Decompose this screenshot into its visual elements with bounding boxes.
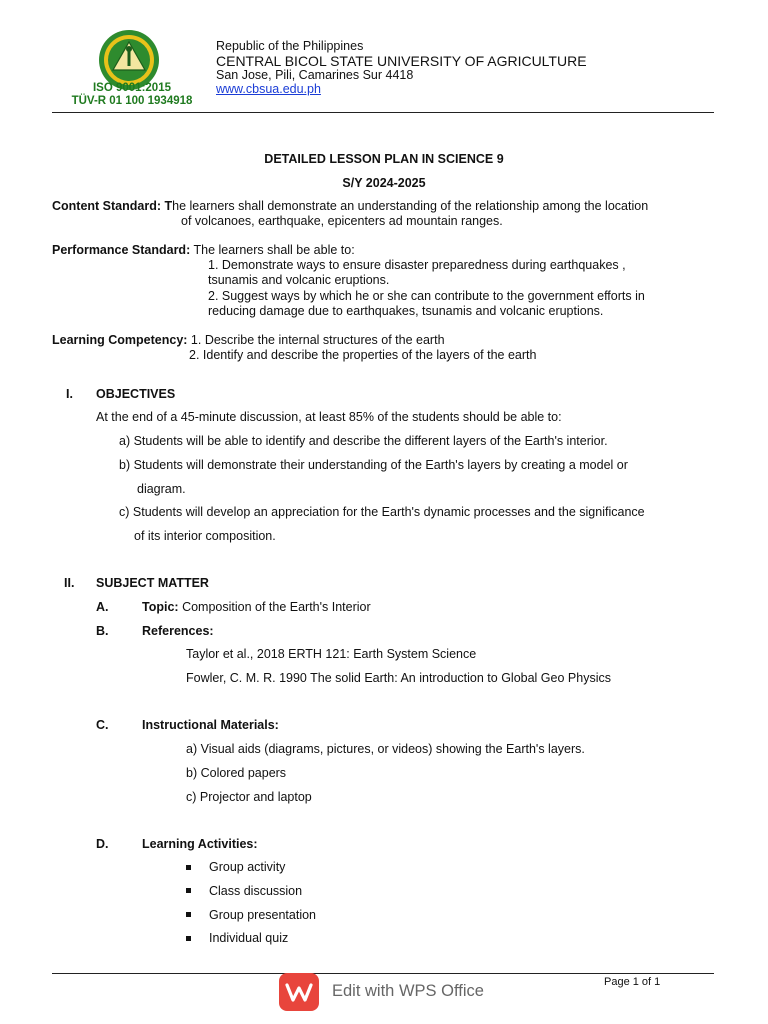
reference-item: Taylor et al., 2018 ERTH 121: Earth System Science [186, 647, 477, 661]
header-divider [52, 112, 714, 113]
objective-item: b) Students will demonstrate their understanding of the Earth's layers by creating a model or [119, 458, 628, 472]
wps-logo-icon [279, 973, 319, 1011]
learning-competency-label: Learning Competency: [52, 333, 188, 347]
objective-item: a) Students will be able to identify and describe the different layers of the Earth's interior. [119, 434, 608, 448]
university-name: CENTRAL BICOL STATE UNIVERSITY OF AGRICULTURE [216, 53, 587, 69]
learning-competency-item: 1. Describe the internal structures of the earth [190, 333, 445, 347]
objectives-heading: OBJECTIVES [96, 387, 176, 401]
school-year: S/Y 2024-2025 [342, 176, 426, 190]
objectives-intro: At the end of a 45-minute discussion, at least 85% of the students should be able to: [96, 410, 562, 424]
content-standard-line-1 [52, 199, 648, 213]
section-numeral: I. [66, 387, 73, 401]
bullet-icon [186, 912, 191, 917]
materials-label: Instructional Materials: [142, 718, 279, 732]
performance-standard-item: tsunamis and volcanic eruptions. [208, 273, 390, 287]
performance-standard-item: reducing damage due to earthquakes, tsunamis and volcanic eruptions. [208, 304, 604, 318]
activity-item: Group presentation [209, 908, 317, 922]
performance-standard-line [52, 243, 355, 257]
university-address: San Jose, Pili, Camarines Sur 4418 [216, 68, 414, 82]
performance-standard-intro: The learners shall be able to: [193, 243, 355, 257]
content-standard-label: Content Standard: T [52, 199, 173, 213]
activity-item: Individual quiz [209, 931, 289, 945]
performance-standard-item: 2. Suggest ways by which he or she can contribute to the government efforts in [208, 289, 645, 303]
activities-label: Learning Activities: [142, 837, 258, 851]
republic-line: Republic of the Philippines [216, 39, 364, 53]
subsection-letter: B. [96, 624, 109, 638]
material-item: a) Visual aids (diagrams, pictures, or videos) showing the Earth's layers. [186, 742, 585, 756]
topic-line [142, 600, 371, 614]
page-title: DETAILED LESSON PLAN IN SCIENCE 9 [264, 152, 504, 166]
topic-value: Composition of the Earth's Interior [182, 600, 371, 614]
content-standard-text: he learners shall demonstrate an understanding of the relationship among the location [172, 199, 649, 213]
topic-label: Topic: [142, 600, 179, 614]
reference-item: Fowler, C. M. R. 1990 The solid Earth: An introduction to Global Geo Physics [186, 671, 611, 685]
bullet-icon [186, 888, 191, 893]
iso-certification: ISO 9001:2015 [92, 82, 171, 94]
section-numeral: II. [64, 576, 75, 590]
bullet-icon [186, 936, 191, 941]
subject-matter-heading: SUBJECT MATTER [96, 576, 209, 590]
tuv-certification: TÜV-R 01 100 1934918 [71, 95, 193, 107]
objective-item-continued: of its interior composition. [134, 529, 276, 543]
bullet-icon [186, 865, 191, 870]
material-item: c) Projector and laptop [186, 790, 312, 804]
content-standard-line-2: of volcanoes, earthquake, epicenters ad mountain ranges. [181, 214, 503, 228]
performance-standard-item: 1. Demonstrate ways to ensure disaster preparedness during earthquakes , [208, 258, 626, 272]
learning-competency-item: 2. Identify and describe the properties of the layers of the earth [189, 348, 537, 362]
learning-competency-line [52, 333, 445, 347]
subsection-letter: D. [96, 837, 109, 851]
subsection-letter: C. [96, 718, 109, 732]
activity-item: Class discussion [209, 884, 303, 898]
references-label: References: [142, 624, 214, 638]
material-item: b) Colored papers [186, 766, 287, 780]
objective-item: c) Students will develop an appreciation for the Earth's dynamic processes and the significance [119, 505, 645, 519]
subsection-letter: A. [96, 600, 109, 614]
footer-divider [52, 973, 714, 974]
page-number: Page 1 of 1 [604, 976, 661, 988]
performance-standard-label: Performance Standard: [52, 243, 191, 257]
activity-item: Group activity [209, 860, 286, 874]
website-link[interactable]: www.cbsua.edu.ph [216, 82, 321, 96]
objective-item-continued: diagram. [137, 482, 186, 496]
wps-edit-label[interactable]: Edit with WPS Office [332, 982, 484, 1000]
